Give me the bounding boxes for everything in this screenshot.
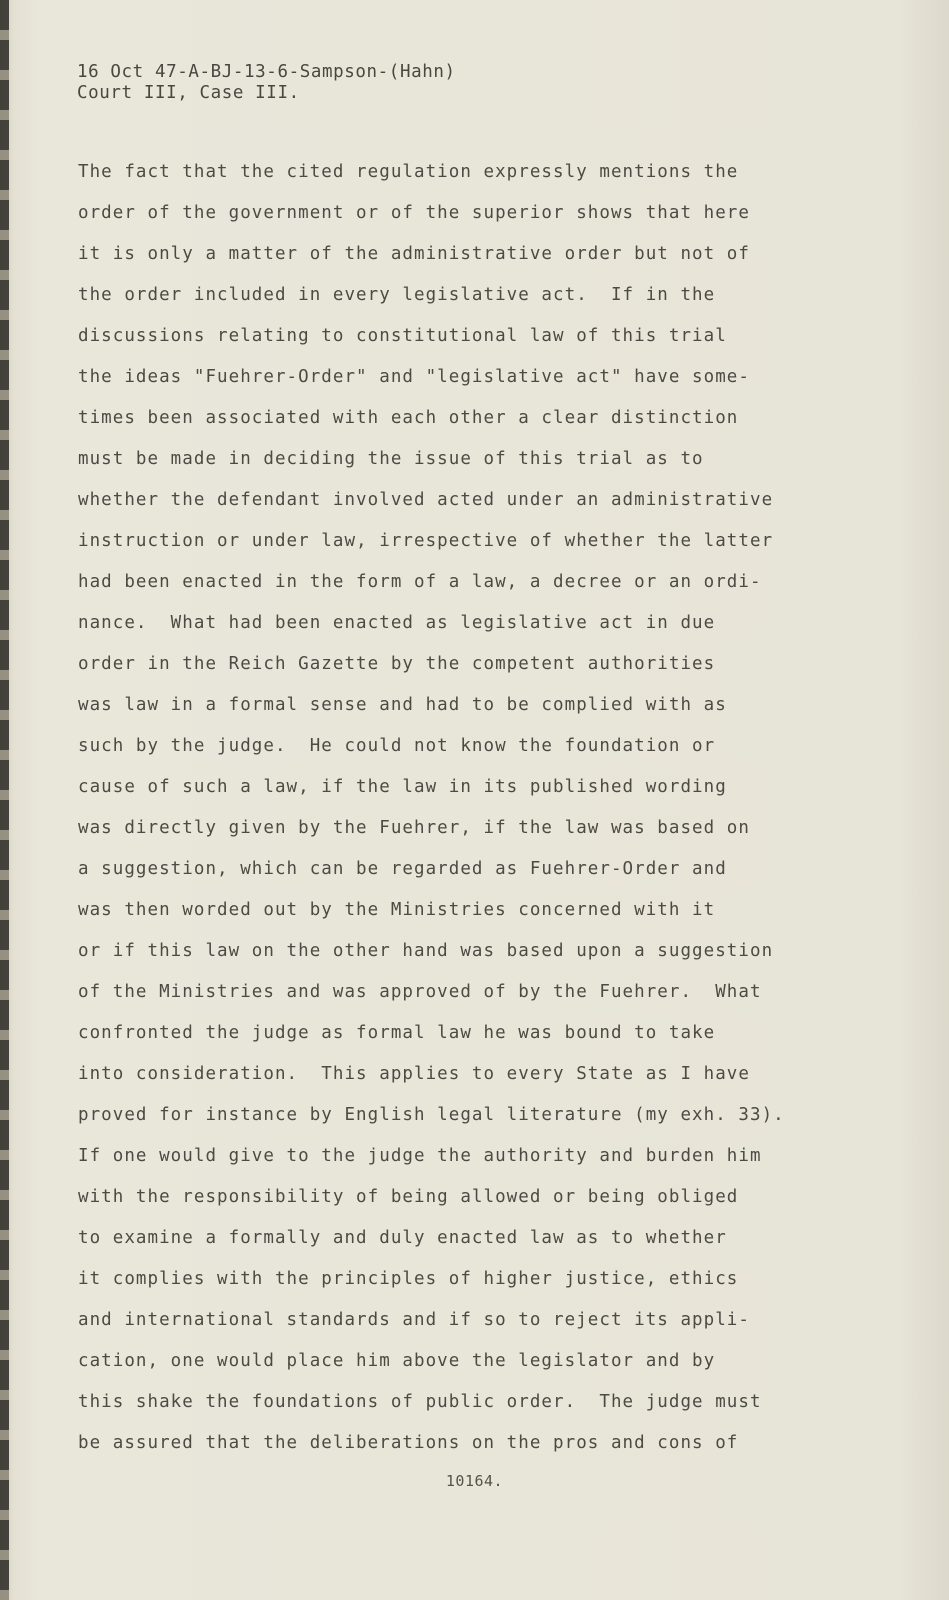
text-line: a suggestion, which can be regarded as Fuehrer-Order and [78, 859, 727, 879]
text-line: must be made in deciding the issue of this trial as to [78, 449, 704, 469]
text-line: had been enacted in the form of a law, a decree or an ordi- [78, 572, 762, 592]
text-line: was then worded out by the Ministries concerned with it [78, 900, 716, 920]
text-line: cause of such a law, if the law in its published wording [78, 777, 727, 797]
text-line: times been associated with each other a clear distinction [78, 408, 739, 428]
text-line: whether the defendant involved acted under an administrative [78, 490, 774, 510]
text-line: proved for instance by English legal literature (my exh. 33). [78, 1105, 785, 1125]
text-line: it is only a matter of the administrative order but not of [78, 244, 750, 264]
text-line: The fact that the cited regulation expressly mentions the [78, 162, 739, 182]
page-number [0, 1472, 949, 1490]
text-line: it complies with the principles of higher justice, ethics [78, 1269, 739, 1289]
text-line: was directly given by the Fuehrer, if the law was based on [78, 818, 750, 838]
text-line: cation, one would place him above the legislator and by [78, 1351, 716, 1371]
page-number-text: 10164. [445, 1472, 504, 1490]
text-line: the order included in every legislative act. If in the [78, 285, 716, 305]
binding-edge [0, 0, 9, 1600]
text-line: and international standards and if so to reject its appli- [78, 1310, 750, 1330]
text-line: this shake the foundations of public order. The judge must [78, 1392, 762, 1412]
text-line: or if this law on the other hand was based upon a suggestion [78, 941, 774, 961]
text-line: into consideration. This applies to every State as I have [78, 1064, 750, 1084]
text-line: order in the Reich Gazette by the competent authorities [78, 654, 716, 674]
text-line: nance. What had been enacted as legislative act in due [78, 613, 716, 633]
text-line: If one would give to the judge the authority and burden him [78, 1146, 762, 1166]
text-line: instruction or under law, irrespective of whether the latter [78, 531, 774, 551]
text-line: order of the government or of the superior shows that here [78, 203, 750, 223]
text-line: discussions relating to constitutional law of this trial [78, 326, 727, 346]
text-line: the ideas "Fuehrer-Order" and "legislative act" have some- [78, 367, 750, 387]
header-reference: 16 Oct 47-A-BJ-13-6-Sampson-(Hahn) [77, 62, 456, 82]
text-line: with the responsibility of being allowed or being obliged [78, 1187, 739, 1207]
document-header [77, 62, 456, 104]
text-line: of the Ministries and was approved of by the Fuehrer. What [78, 982, 762, 1002]
text-line: such by the judge. He could not know the foundation or [78, 736, 716, 756]
text-line: confronted the judge as formal law he was bound to take [78, 1023, 716, 1043]
text-line: to examine a formally and duly enacted law as to whether [78, 1228, 727, 1248]
header-court: Court III, Case III. [77, 83, 300, 103]
text-line: was law in a formal sense and had to be complied with as [78, 695, 727, 715]
body-text [78, 160, 918, 1472]
text-line: be assured that the deliberations on the pros and cons of [78, 1433, 739, 1453]
